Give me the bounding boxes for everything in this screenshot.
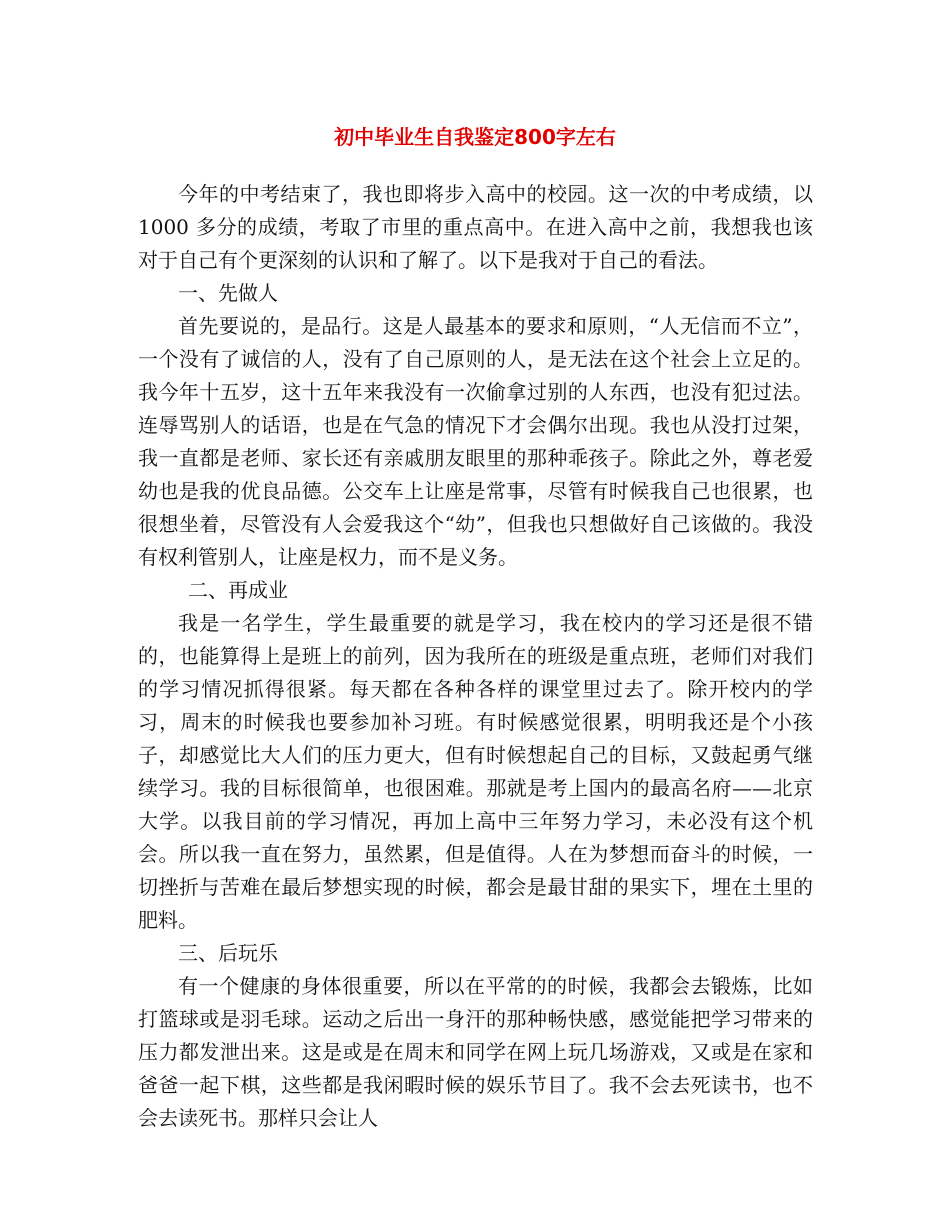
- section-heading-3: 三、后玩乐: [178, 941, 278, 965]
- intro-paragraph: 今年的中考结束了，我也即将步入高中的校园。这一次的中考成绩，以 1000 多分的成绩，考取了市里的重点高中。在进入高中之前，我想我也该对于自己有个更深刻的认识和了解了。以下是我对于自己的看法。: [138, 182, 813, 272]
- section-heading-2: 二、再成业: [188, 578, 288, 602]
- section-heading-1: 一、先做人: [178, 281, 278, 305]
- section-1-paragraph: 首先要说的，是品行。这是人最基本的要求和原则，“人无信而不立”，一个没有了诚信的人，没有了自己原则的人，是无法在这个社会上立足的。我今年十五岁，这十五年来我没有一次偷拿过别的人东西，也没有犯过法。连辱骂别人的话语，也是在气急的情况下才会偶尔出现。我也从没打过架，我一直都是老师、家长还有亲戚朋友眼里的那种乖孩子。除此之外，尊老爱幼也是我的优良品德。公交车上让座是常事，尽管有时候我自己也很累，也很想坐着，尽管没有人会爱我这个“幼”，但我也只想做好自己该做的。我没有权利管别人，让座是权力，而不是义务。: [138, 314, 813, 569]
- section-3-paragraph: 有一个健康的身体很重要，所以在平常的的时候，我都会去锻炼，比如打篮球或是羽毛球。运动之后出一身汗的那种畅快感，感觉能把学习带来的压力都发泄出来。这是或是在周末和同学在网上玩几场游戏，又或是在家和爸爸一起下棋，这些都是我闲暇时候的娱乐节目了。我不会去死读书，也不会去读死书。那样只会让人: [138, 974, 813, 1130]
- document-title: 初中毕业生自我鉴定800字左右: [334, 125, 616, 149]
- section-2-paragraph: 我是一名学生，学生最重要的就是学习，我在校内的学习还是很不错的，也能算得上是班上的前列，因为我所在的班级是重点班，老师们对我们的学习情况抓得很紧。每天都在各种各样的课堂里过去了。除开校内的学习，周末的时候我也要参加补习班。有时候感觉很累，明明我还是个小孩子，却感觉比大人们的压力更大，但有时候想起自己的目标，又鼓起勇气继续学习。我的目标很简单，也很困难。那就是考上国内的最高名府——北京大学。以我目前的学习情况，再加上高中三年努力学习，未必没有这个机会。所以我一直在努力，虽然累，但是值得。人在为梦想而奋斗的时候，一切挫折与苦难在最后梦想实现的时候，都会是最甘甜的果实下，埋在土里的肥料。: [138, 611, 813, 932]
- document-body: [138, 178, 813, 1135]
